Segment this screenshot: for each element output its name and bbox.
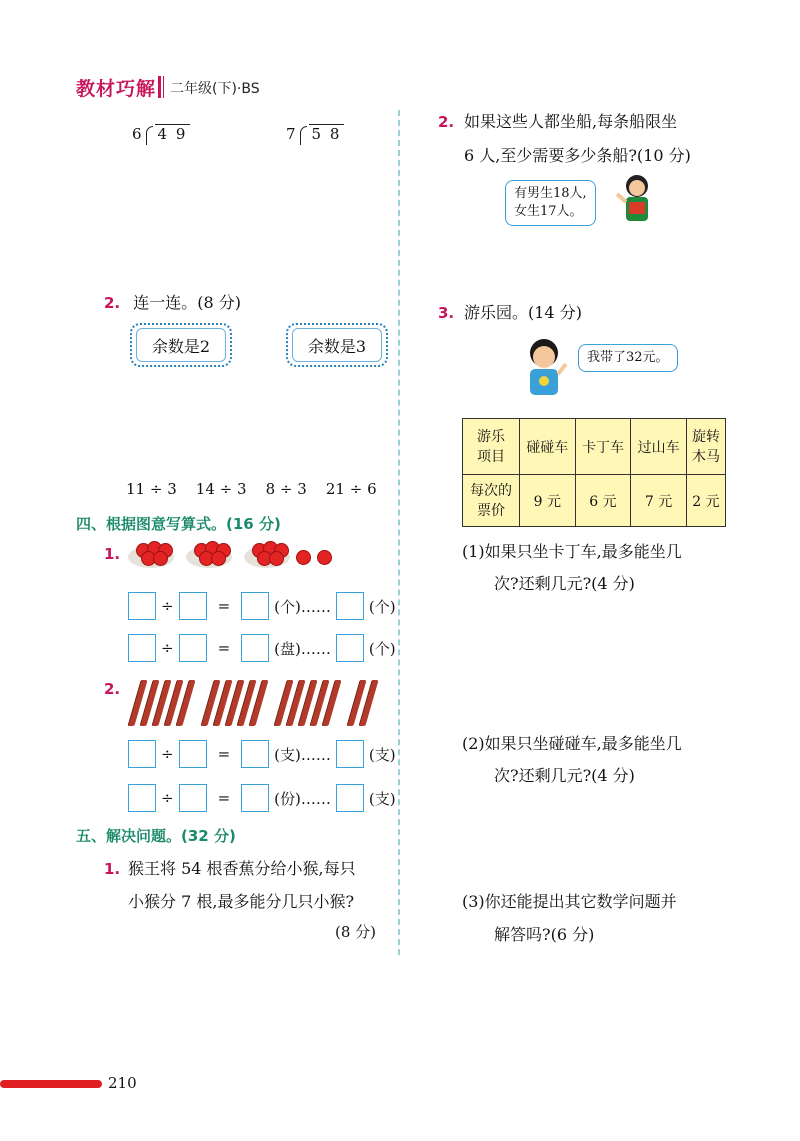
table-row [463,419,726,475]
question-number: 3. [438,304,455,322]
answer-box[interactable] [241,740,269,768]
equals-sign: = [217,745,231,763]
question-2 [104,286,241,319]
sub-question-line: 解答吗?(6 分) [494,925,595,944]
equals-sign: = [217,597,231,615]
girl-illustration [614,172,660,228]
section-4-title: 四、根据图意写算式。(16 分) [76,515,281,533]
unit-label: (支) [368,745,396,764]
match-box-remainder-3[interactable] [286,323,388,367]
divisor: 7 [286,125,298,143]
bubble-line: 女生17人。 [514,204,583,219]
unit-label: (个) [368,639,396,658]
answer-box[interactable] [241,634,269,662]
apple-plate [186,546,232,568]
answer-box[interactable] [128,592,156,620]
equals-sign: = [217,789,231,807]
question-number: 2. [438,113,455,131]
apple-plate [244,546,290,568]
equals-sign: = [217,639,231,657]
table-cell: 7 元 [631,475,687,527]
page-number: 210 [108,1074,137,1092]
dividend: 4 9 [155,124,191,143]
stick-bundle [134,680,189,726]
column-divider [398,110,400,955]
answer-box[interactable] [128,784,156,812]
long-division-2 [286,125,344,145]
table-header-cell [463,419,520,475]
unit-label: (支)…… [274,745,331,764]
table-cell: 2 元 [686,475,725,527]
table-row [463,475,726,527]
match-box-label: 余数是3 [307,336,367,356]
header-grade: 二年级(下)·BS [170,81,260,97]
cell-text: 木马 [691,448,720,465]
answer-box[interactable] [336,740,364,768]
speech-bubble: 我带了32元。 [578,344,678,372]
dividend: 5 8 [309,124,345,143]
table-header-cell [686,419,725,475]
stick-bundle [207,680,262,726]
unit-label: (支) [368,789,396,808]
answer-box[interactable] [128,634,156,662]
long-division-1 [132,125,190,145]
sub-question-line: 次?还剩几元?(4 分) [494,766,635,785]
sub-question-line: 次?还剩几元?(4 分) [494,574,635,593]
header-divider [158,76,161,98]
equation-row [128,784,396,812]
unit-label: (个)…… [274,597,331,616]
sub-question-line: (3)你还能提出其它数学问题并 [462,892,677,911]
equation-row [128,740,396,768]
question-number: 1. [104,860,121,878]
question-line: 如果这些人都坐船,每条船限坐 [464,112,678,131]
table-header-cell [463,475,520,527]
table-cell: 6 元 [575,475,631,527]
question-score: (8 分) [335,923,377,941]
equation-row [128,592,396,620]
apple-plate [128,546,174,568]
answer-box[interactable] [336,634,364,662]
cell-text: 旋转 [691,428,720,445]
cell-text: 项目 [477,448,505,465]
unit-label: (个) [368,597,396,616]
table-header-cell: 过山车 [631,419,687,475]
stick-bundle [353,680,372,726]
ticket-price-table [462,418,726,527]
problem-2-number: 2. [104,680,121,698]
header-brand: 教材巧解 [76,78,157,100]
division-expressions: 11 ÷ 3 14 ÷ 3 8 ÷ 3 21 ÷ 6 [126,480,377,498]
table-header-cell: 卡丁车 [575,419,631,475]
section-5-title: 五、解决问题。(32 分) [76,827,236,845]
answer-box[interactable] [241,784,269,812]
cell-text: 票价 [477,502,505,519]
apple-icon [296,550,311,565]
question-line: 猴王将 54 根香蕉分给小猴,每只 [128,859,356,878]
answer-box[interactable] [241,592,269,620]
table-cell: 9 元 [520,475,576,527]
match-box-label: 余数是2 [151,336,211,356]
speech-bubble [505,180,596,226]
question-line: 小猴分 7 根,最多能分几只小猴? [128,892,355,911]
bubble-line: 有男生18人, [514,186,587,201]
answer-box[interactable] [179,634,207,662]
sticks-picture [134,680,390,726]
unit-label: (份)…… [274,789,331,808]
question-text: 连一连。(8 分) [133,293,241,312]
boy-illustration [518,336,570,400]
divisor: 6 [132,125,144,143]
divide-sign: ÷ [161,745,174,763]
answer-box[interactable] [179,740,207,768]
apple-icon [317,550,332,565]
answer-box[interactable] [336,592,364,620]
sub-question-line: (1)如果只坐卡丁车,最多能坐几 [462,542,682,561]
answer-box[interactable] [179,784,207,812]
stick-bundle [280,680,335,726]
unit-label: (盘)…… [274,639,331,658]
answer-box[interactable] [128,740,156,768]
question-text: 游乐园。(14 分) [464,303,582,322]
sub-question-line: (2)如果只坐碰碰车,最多能坐几 [462,734,682,753]
table-header-cell: 碰碰车 [520,419,576,475]
divide-sign: ÷ [161,597,174,615]
question-number: 2. [104,294,121,312]
answer-box[interactable] [336,784,364,812]
question-line: 6 人,至少需要多少条船?(10 分) [464,146,691,165]
divide-sign: ÷ [161,639,174,657]
cell-text: 每次的 [470,482,512,499]
match-box-remainder-2[interactable] [130,323,232,367]
problem-1-number: 1. [104,545,121,563]
equation-row [128,634,396,662]
footer-accent-bar [0,1080,102,1088]
header-divider-thin [163,76,164,98]
cell-text: 游乐 [477,428,505,445]
apples-picture [128,546,332,568]
answer-box[interactable] [179,592,207,620]
divide-sign: ÷ [161,789,174,807]
